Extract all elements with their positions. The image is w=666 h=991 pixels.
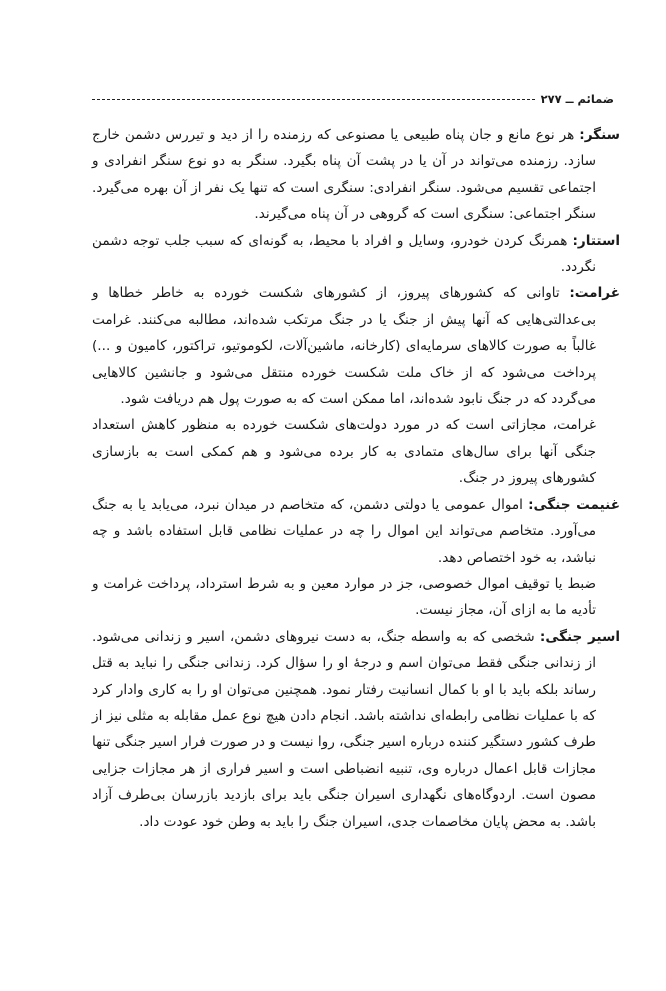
- entry-definition: شخصی که به واسطه جنگ، به دست نیروهای دشمن، اسیر و زندانی می‌شود. از زندانی جنگی فقط می‌توان اسم و درجهٔ او را سؤال کرد. زندانی جنگی را نباید به قتل رساند بلکه باید با او با کمال انسانیت رفتار نمود. همچنین می‌توان او را به کاری وادار کرد که با عملیات نظامی رابطه‌ای نداشته باشد. انجام دادن هیچ نوع عمل مقابله به مثلی نیز از طرف کشور دستگیر کننده درباره اسیر جنگی، روا نیست و در صورت فرار اسیر جنگی تنها مجازات قابل اعمال درباره وی، تنبیه انضباطی است و اسیر فراری از هر مجازات جزایی مصون است. اردوگاه‌های نگهداری اسیران جنگی باید برای بازدید بازرسان بی‌طرف آزاد باشد. به محض پایان مخاصمات جدی، اسیران جنگ را باید به وطن خود عودت داد.: [92, 628, 596, 830]
- glossary-entry-ghanimat: [92, 492, 620, 571]
- entry-definition: همرنگ کردن خودرو، وسایل و افراد با محیط، به گونه‌ای که سبب جلب توجه دشمن نگردد.: [92, 232, 596, 276]
- entry-continuation: ضبط یا توقیف اموال خصوصی، جز در موارد معین و به شرط استرداد، پرداخت غرامت و تأدیه ما به ازای آن، مجاز نیست.: [92, 575, 596, 619]
- glossary-entry-gharamat: [92, 280, 620, 412]
- entry-term: اسیر جنگی:: [539, 628, 620, 645]
- entry-term: غنیمت جنگی:: [528, 496, 620, 513]
- entry-continuation: غرامت، مجازاتی است که در مورد دولت‌های شکست خورده به منظور کاهش استعداد جنگی آنها برای سال‌های متمادی به کار برده می‌شود و هم کمکی است به بازسازی کشورهای پیروز در جنگ.: [92, 417, 596, 487]
- header-rule: [92, 99, 535, 100]
- entry-definition: تاوانی که کشورهای پیروز، از کشورهای شکست خورده به خاطر خطاها و بی‌عدالتی‌هایی که آنها پیش از جنگ یا در جنگ مرتکب شده‌اند، مطالبه می‌کنند. غرامت غالباً به صورت کالاهای سرمایه‌ای (کارخانه، ماشین‌آلات، لکوموتیو، تراکتور، کامیون و ...) پرداخت می‌شود که از خاک ملت شکست خورده منتقل می‌شود و جانشین کالاهایی می‌گردد که در جنگ نابود شده‌اند، اما ممکن است که به صورت پول هم دریافت شود.: [92, 285, 596, 408]
- entry-term: سنگر:: [579, 127, 620, 143]
- entry-definition: هر نوع مانع و جان پناه طبیعی یا مصنوعی که رزمنده را از دید و تیررس دشمن خارج سازد. رزمنده می‌تواند در آن یا در پشت آن پناه بگیرد. سنگر به دو نوع سنگر انفرادی و اجتماعی تقسیم می‌شود. سنگر انفرادی: سنگری است که تنها یک نفر از آن بهره می‌گیرد. سنگر اجتماعی: سنگری است که گروهی در آن پناه می‌گیرند.: [92, 127, 596, 223]
- glossary-body: [92, 122, 620, 835]
- entry-definition: اموال عمومی یا دولتی دشمن، که متخاصم در میدان نبرد، می‌یابد یا به جنگ می‌آورد. متخاصم می‌تواند این اموال را چه در عملیات نظامی قابل استفاده باشد و چه نباشد، به خود اختصاص دهد.: [92, 496, 596, 566]
- header-text: ضمائم ــ ۲۷۷: [540, 92, 614, 106]
- glossary-entry-sangar: [92, 122, 620, 228]
- entry-term: غرامت:: [569, 285, 620, 302]
- glossary-entry-esteetar: [92, 228, 620, 281]
- glossary-entry-asir: [92, 624, 620, 835]
- entry-term: استتار:: [572, 232, 620, 249]
- running-header: [92, 91, 614, 107]
